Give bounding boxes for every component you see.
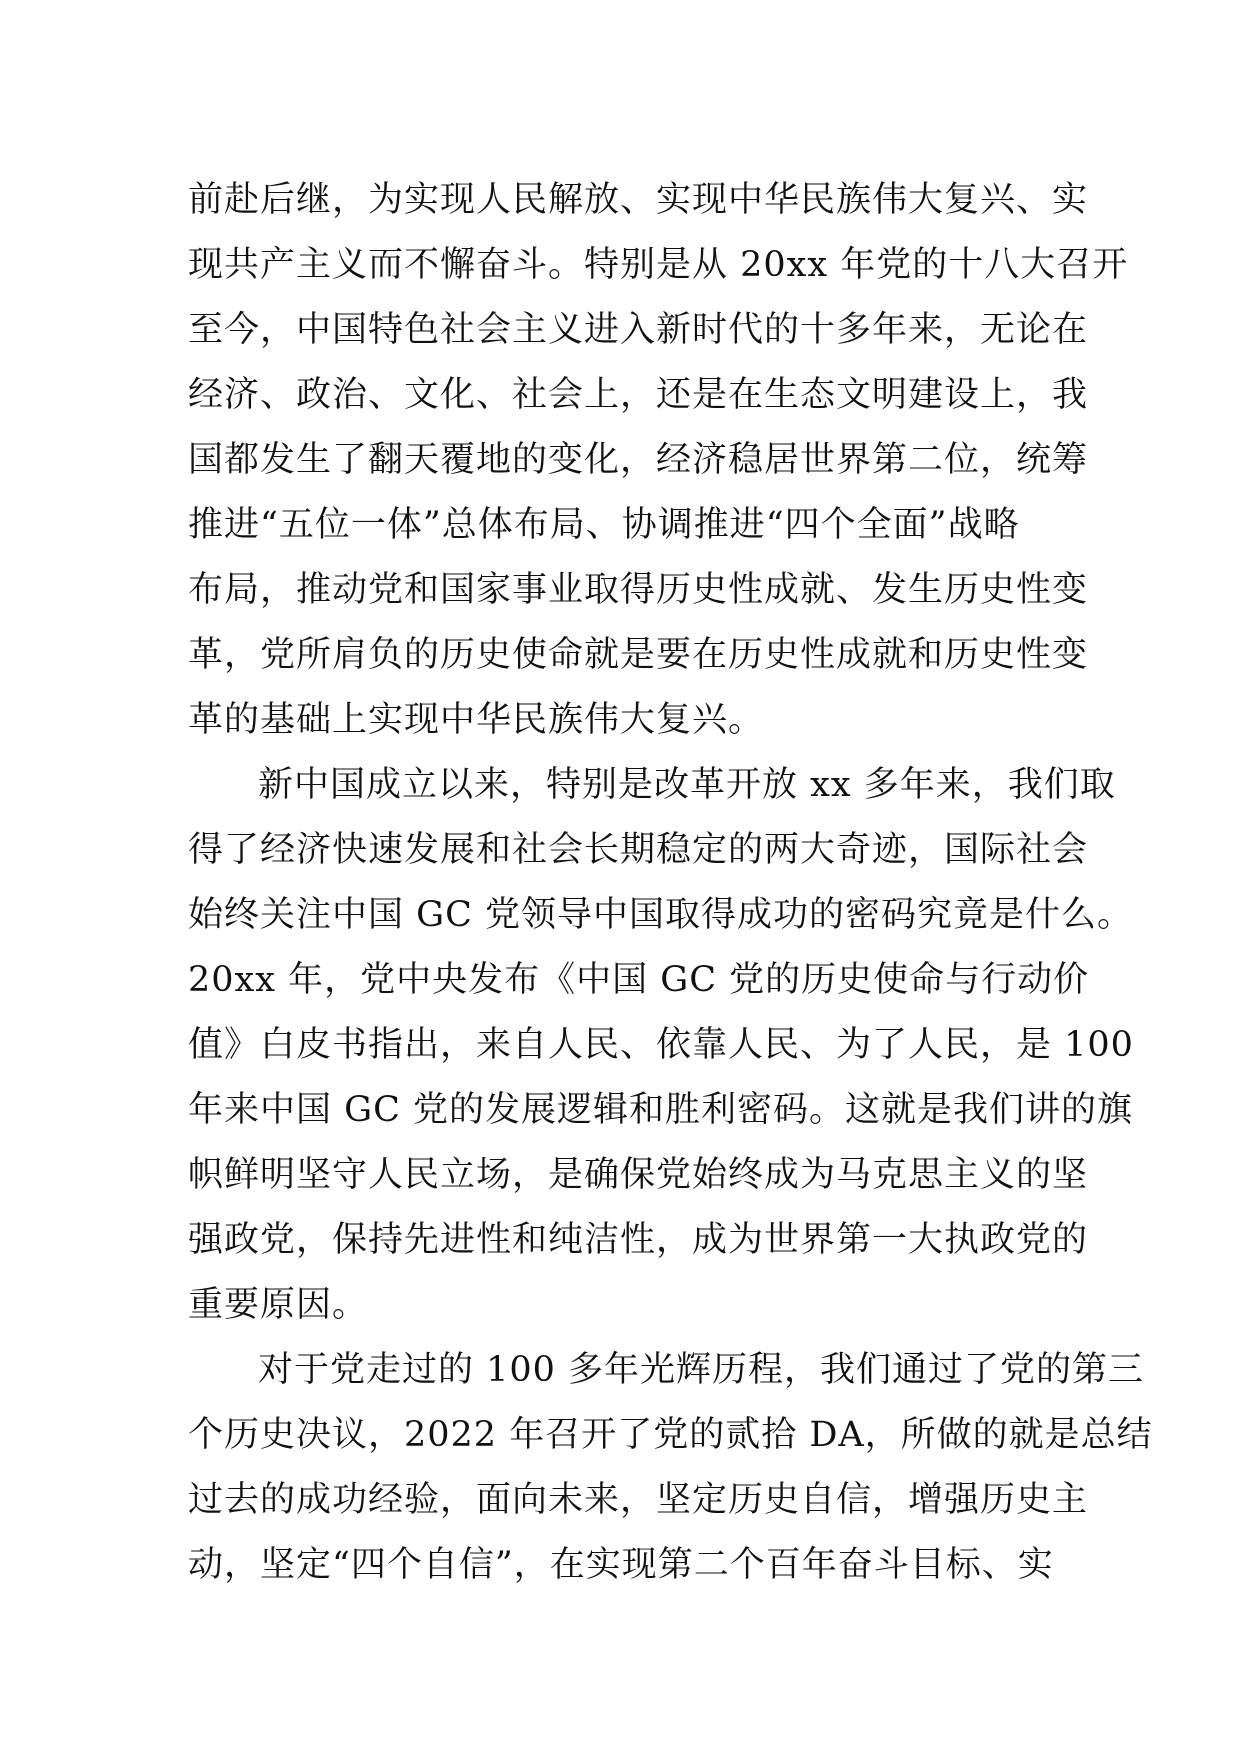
text-line: 重要原因。 bbox=[188, 1285, 369, 1325]
text-line: 前赴后继，为实现人民解放、实现中华民族伟大复兴、实 bbox=[188, 180, 1089, 220]
text-line: 值》白皮书指出，来自人民、依靠人民、为了人民，是 100 bbox=[188, 1025, 1134, 1065]
text-line: 始终关注中国 GC 党领导中国取得成功的密码究竟是什么。 bbox=[188, 895, 1133, 935]
text-line: 个历史决议，2022 年召开了党的贰拾 DA，所做的就是总结 bbox=[188, 1415, 1153, 1455]
text-line: 布局，推动党和国家事业取得历史性成就、发生历史性变 bbox=[188, 570, 1089, 610]
text-line: 现共产主义而不懈奋斗。特别是从 20xx 年党的十八大召开 bbox=[188, 245, 1129, 285]
text-line: 动，坚定“四个自信”，在实现第二个百年奋斗目标、实 bbox=[188, 1545, 1054, 1585]
paragraph-first-line: 新中国成立以来，特别是改革开放 xx 多年来，我们取 bbox=[258, 765, 1116, 805]
text-line: 革的基础上实现中华民族伟大复兴。 bbox=[188, 700, 765, 740]
text-line: 国都发生了翻天覆地的变化，经济稳居世界第二位，统筹 bbox=[188, 440, 1089, 480]
paragraph-first-line: 对于党走过的 100 多年光辉历程，我们通过了党的第三 bbox=[258, 1350, 1145, 1390]
text-line: 过去的成功经验，面向未来，坚定历史自信，增强历史主 bbox=[188, 1480, 1089, 1520]
text-line: 革，党所肩负的历史使命就是要在历史性成就和历史性变 bbox=[188, 635, 1089, 675]
body-text bbox=[188, 168, 1153, 1598]
text-line: 得了经济快速发展和社会长期稳定的两大奇迹，国际社会 bbox=[188, 830, 1089, 870]
text-line: 强政党，保持先进性和纯洁性，成为世界第一大执政党的 bbox=[188, 1220, 1089, 1260]
text-line: 经济、政治、文化、社会上，还是在生态文明建设上，我 bbox=[188, 375, 1089, 415]
text-line: 推进“五位一体”总体布局、协调推进“四个全面”战略 bbox=[188, 505, 1020, 545]
text-line: 帜鲜明坚守人民立场，是确保党始终成为马克思主义的坚 bbox=[188, 1155, 1089, 1195]
text-line: 年来中国 GC 党的发展逻辑和胜利密码。这就是我们讲的旗 bbox=[188, 1090, 1133, 1130]
text-line: 20xx 年，党中央发布《中国 GC 党的历史使命与行动价 bbox=[188, 960, 1090, 1000]
text-line: 至今，中国特色社会主义进入新时代的十多年来，无论在 bbox=[188, 310, 1089, 350]
